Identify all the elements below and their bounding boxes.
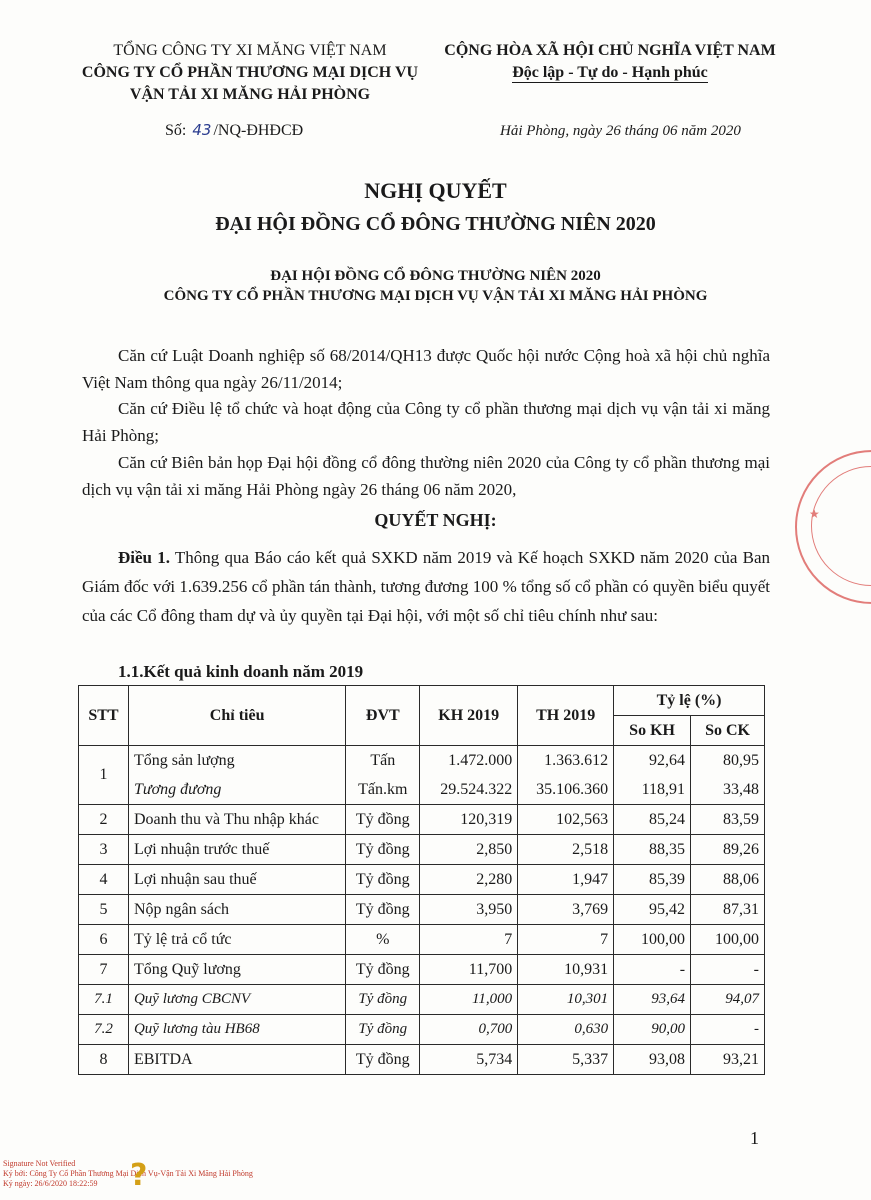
legal-basis-paragraph-2: Căn cứ Điều lệ tổ chức và hoạt động của Công ty cổ phần thương mại dịch vụ vận tải xi măng Hải Phòng; <box>82 399 770 445</box>
cell-chi-tieu: Quỹ lương tàu HB68 <box>128 1015 345 1045</box>
cell-stt: 8 <box>79 1045 129 1075</box>
cell-dvt: Tỷ đồng <box>346 865 420 895</box>
cell-kh: 11,700 <box>420 955 518 985</box>
table-row <box>79 955 765 985</box>
cell-so-ck: 89,26 <box>691 835 765 865</box>
issuer-line-1: ĐẠI HỘI ĐỒNG CỔ ĐÔNG THƯỜNG NIÊN 2020 <box>270 268 601 284</box>
issuer-line-2: CÔNG TY CỔ PHẦN THƯƠNG MẠI DỊCH VỤ VẬN TẢI XI MĂNG HẢI PHÒNG <box>163 288 708 304</box>
cell-stt: 2 <box>79 805 129 835</box>
header-kh-2019: KH 2019 <box>420 686 518 746</box>
table-row <box>79 865 765 895</box>
cell-kh: 2,850 <box>420 835 518 865</box>
cell-so-ck: - <box>691 955 765 985</box>
cell-so-ck: 93,21 <box>691 1045 765 1075</box>
cell-so-ck: 88,06 <box>691 865 765 895</box>
cell-so-ck: - <box>691 1015 765 1045</box>
cell-stt: 6 <box>79 925 129 955</box>
cell-so-kh: 100,00 <box>614 925 691 955</box>
cell-th: 2,518 <box>518 835 614 865</box>
cell-so-kh: 95,42 <box>614 895 691 925</box>
resolution-heading: QUYẾT NGHỊ: <box>374 510 497 530</box>
cell-kh: 120,319 <box>420 805 518 835</box>
organization-header <box>50 40 450 106</box>
seal-star-icon: ★ <box>809 507 820 521</box>
header-ty-le: Tỷ lệ (%) <box>614 686 765 716</box>
cell-so-kh: 93,64 <box>614 985 691 1015</box>
cell-chi-tieu: Tổng Quỹ lương <box>128 955 345 985</box>
document-number-suffix: /NQ-ĐHĐCĐ <box>213 122 304 139</box>
header-chi-tieu: Chỉ tiêu <box>128 686 345 746</box>
cell-chi-tieu: Tỷ lệ trả cổ tức <box>128 925 345 955</box>
national-header <box>430 40 790 84</box>
nation-title: CỘNG HÒA XÃ HỘI CHỦ NGHĨA VIỆT NAM <box>444 42 776 59</box>
cell-chi-tieu: Lợi nhuận sau thuế <box>128 865 345 895</box>
cell-kh: 2,280 <box>420 865 518 895</box>
cell-dvt-a: Tấn <box>370 752 396 769</box>
company-name-line-2: VẬN TẢI XI MĂNG HẢI PHÒNG <box>129 86 371 103</box>
cell-so-kh: 88,35 <box>614 835 691 865</box>
national-motto: Độc lập - Tự do - Hạnh phúc <box>512 64 708 81</box>
cell-stt: 1 <box>79 746 129 805</box>
legal-basis-paragraph-3: Căn cứ Biên bản họp Đại hội đồng cổ đông thường niên 2020 của Công ty cổ phần thương mại dịch vụ vận tải xi măng Hải Phòng ngày 26 tháng 06 năm 2020, <box>82 453 770 499</box>
table-caption: 1.1.Kết quả kinh doanh năm 2019 <box>118 662 364 681</box>
cell-so-kh-a: 92,64 <box>649 752 686 769</box>
cell-th: 0,630 <box>518 1015 614 1045</box>
cell-stt: 7.2 <box>79 1015 129 1045</box>
table-row <box>79 925 765 955</box>
cell-th: 3,769 <box>518 895 614 925</box>
cell-chi-tieu: Doanh thu và Thu nhập khác <box>128 805 345 835</box>
cell-dvt: Tỷ đồng <box>346 1045 420 1075</box>
cell-so-kh: - <box>614 955 691 985</box>
cell-kh: 5,734 <box>420 1045 518 1075</box>
cell-dvt: Tỷ đồng <box>346 805 420 835</box>
parent-organization: TỔNG CÔNG TY XI MĂNG VIỆT NAM <box>113 42 387 59</box>
document-title: NGHỊ QUYẾT <box>364 178 507 203</box>
header-stt: STT <box>79 686 129 746</box>
cell-dvt: Tỷ đồng <box>346 985 420 1015</box>
article-1-label: Điều 1. <box>118 548 170 567</box>
cell-dvt: Tỷ đồng <box>346 955 420 985</box>
cell-so-ck: 83,59 <box>691 805 765 835</box>
cell-chi-tieu-a: Tổng sản lượng <box>133 752 235 769</box>
results-table <box>78 685 765 1075</box>
cell-kh: 11,000 <box>420 985 518 1015</box>
cell-so-kh: 85,24 <box>614 805 691 835</box>
cell-kh: 7 <box>420 925 518 955</box>
cell-dvt: Tỷ đồng <box>346 835 420 865</box>
cell-dvt-b: Tấn.km <box>358 781 408 798</box>
digital-signature <box>3 1159 253 1189</box>
cell-kh: 0,700 <box>420 1015 518 1045</box>
header-so-ck: So CK <box>691 716 765 746</box>
cell-so-kh: 85,39 <box>614 865 691 895</box>
signature-status: Signature Not Verified <box>3 1159 76 1168</box>
cell-so-ck <box>691 746 765 805</box>
cell-dvt <box>346 746 420 805</box>
cell-th: 7 <box>518 925 614 955</box>
cell-stt: 7 <box>79 955 129 985</box>
table-row <box>79 895 765 925</box>
company-name-line-1: CÔNG TY CỔ PHẦN THƯƠNG MẠI DỊCH VỤ <box>81 64 419 81</box>
document-number-label: Số: <box>165 122 187 139</box>
cell-so-kh: 90,00 <box>614 1015 691 1045</box>
company-seal-inner-ring <box>811 466 871 586</box>
cell-stt: 5 <box>79 895 129 925</box>
cell-dvt: Tỷ đồng <box>346 895 420 925</box>
header-th-2019: TH 2019 <box>518 686 614 746</box>
cell-dvt: Tỷ đồng <box>346 1015 420 1045</box>
cell-so-kh-b: 118,91 <box>641 781 686 798</box>
header-so-kh: So KH <box>614 716 691 746</box>
cell-so-ck: 87,31 <box>691 895 765 925</box>
document-number-value: 43 <box>192 121 212 139</box>
cell-so-ck-b: 33,48 <box>723 781 759 798</box>
cell-chi-tieu <box>128 746 345 805</box>
document-subtitle: ĐẠI HỘI ĐỒNG CỔ ĐÔNG THƯỜNG NIÊN 2020 <box>215 213 656 235</box>
cell-th <box>518 746 614 805</box>
cell-th: 10,301 <box>518 985 614 1015</box>
cell-dvt: % <box>346 925 420 955</box>
cell-so-kh <box>614 746 691 805</box>
cell-chi-tieu: Nộp ngân sách <box>128 895 345 925</box>
cell-kh-b: 29.524.322 <box>440 781 513 798</box>
cell-so-ck: 100,00 <box>691 925 765 955</box>
document-number <box>165 121 303 140</box>
table-row <box>79 1015 765 1045</box>
legal-basis-paragraph-1: Căn cứ Luật Doanh nghiệp số 68/2014/QH13 được Quốc hội nước Cộng hoà xã hội chủ nghĩa Việt Nam thông qua ngày 26/11/2014; <box>82 346 770 392</box>
cell-so-ck-a: 80,95 <box>723 752 759 769</box>
signature-signer: Ký bởi: Công Ty Cổ Phần Thương Mại Dịch Vụ-Vận Tải Xi Măng Hải Phòng <box>3 1169 253 1178</box>
article-1-text: Thông qua Báo cáo kết quả SXKD năm 2019 và Kế hoạch SXKD năm 2020 của Ban Giám đốc với 1.639.256 cổ phần tán thành, tương đương 100 % tổng số cổ phần có quyền biểu quyết của các Cổ đông tham dự và ủy quyền tại Đại hội, với một số chỉ tiêu chính như sau: <box>82 548 771 625</box>
cell-kh: 3,950 <box>420 895 518 925</box>
cell-stt: 3 <box>79 835 129 865</box>
cell-kh-a: 1.472.000 <box>448 752 513 769</box>
table-row <box>79 746 765 805</box>
cell-so-ck: 94,07 <box>691 985 765 1015</box>
document-date: Hải Phòng, ngày 26 tháng 06 năm 2020 <box>500 123 741 139</box>
cell-chi-tieu: Lợi nhuận trước thuế <box>128 835 345 865</box>
company-seal <box>795 450 871 604</box>
question-mark-icon: ? <box>130 1158 148 1193</box>
cell-stt: 4 <box>79 865 129 895</box>
cell-kh <box>420 746 518 805</box>
table-row <box>79 1045 765 1075</box>
table-row <box>79 985 765 1015</box>
article-1 <box>82 543 770 630</box>
cell-th: 5,337 <box>518 1045 614 1075</box>
cell-th-b: 35.106.360 <box>536 781 609 798</box>
table-row <box>79 835 765 865</box>
cell-th-a: 1.363.612 <box>544 752 609 769</box>
cell-so-kh: 93,08 <box>614 1045 691 1075</box>
cell-chi-tieu: EBITDA <box>128 1045 345 1075</box>
page-number: 1 <box>750 1128 759 1148</box>
header-dvt: ĐVT <box>346 686 420 746</box>
cell-stt: 7.1 <box>79 985 129 1015</box>
cell-th: 102,563 <box>518 805 614 835</box>
signature-date: Ký ngày: 26/6/2020 18:22:59 <box>3 1179 98 1188</box>
cell-th: 1,947 <box>518 865 614 895</box>
cell-chi-tieu: Quỹ lương CBCNV <box>128 985 345 1015</box>
cell-th: 10,931 <box>518 955 614 985</box>
table-row <box>79 805 765 835</box>
cell-chi-tieu-b: Tương đương <box>133 781 222 798</box>
